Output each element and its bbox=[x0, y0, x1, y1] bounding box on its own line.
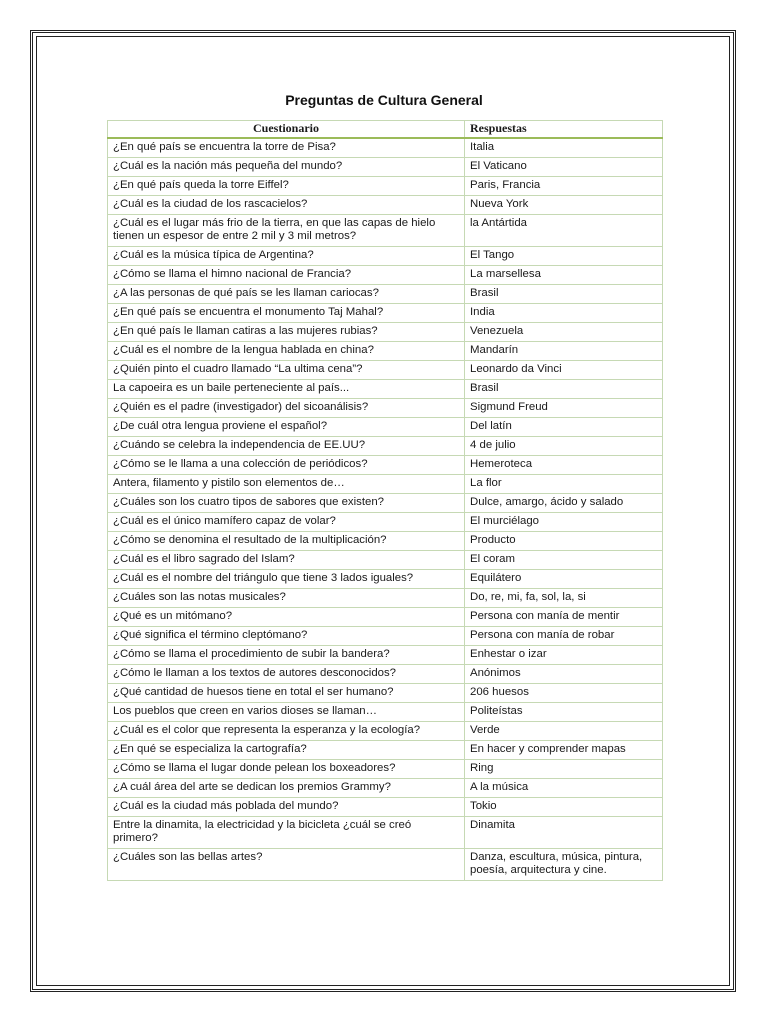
table-row bbox=[108, 849, 663, 881]
table-row bbox=[108, 456, 663, 475]
table-row bbox=[108, 589, 663, 608]
table-row bbox=[108, 177, 663, 196]
question-cell: ¿Cuáles son las notas musicales? bbox=[108, 589, 465, 608]
question-cell: ¿A las personas de qué país se les llaman cariocas? bbox=[108, 285, 465, 304]
answer-cell: Italia bbox=[465, 138, 663, 158]
answer-cell: El coram bbox=[465, 551, 663, 570]
question-cell: ¿De cuál otra lengua proviene el español? bbox=[108, 418, 465, 437]
question-cell: ¿Cuál es la ciudad más poblada del mundo? bbox=[108, 798, 465, 817]
table-row bbox=[108, 247, 663, 266]
answer-cell: Mandarín bbox=[465, 342, 663, 361]
answer-cell: 4 de julio bbox=[465, 437, 663, 456]
answer-cell: Do, re, mi, fa, sol, la, si bbox=[465, 589, 663, 608]
question-cell: ¿Quién pinto el cuadro llamado “La ultima cena”? bbox=[108, 361, 465, 380]
table-row bbox=[108, 817, 663, 849]
question-cell: La capoeira es un baile perteneciente al país... bbox=[108, 380, 465, 399]
question-cell: ¿Cuál es el libro sagrado del Islam? bbox=[108, 551, 465, 570]
table-row bbox=[108, 703, 663, 722]
question-cell: ¿En qué se especializa la cartografía? bbox=[108, 741, 465, 760]
table-row bbox=[108, 627, 663, 646]
question-cell: ¿Cuál es la ciudad de los rascacielos? bbox=[108, 196, 465, 215]
answer-cell: En hacer y comprender mapas bbox=[465, 741, 663, 760]
answer-cell: La flor bbox=[465, 475, 663, 494]
answer-cell: 206 huesos bbox=[465, 684, 663, 703]
question-cell: ¿Cuál es la música típica de Argentina? bbox=[108, 247, 465, 266]
header-answers: Respuestas bbox=[465, 121, 663, 139]
table-row bbox=[108, 380, 663, 399]
question-cell: ¿Cómo le llaman a los textos de autores desconocidos? bbox=[108, 665, 465, 684]
table-row bbox=[108, 138, 663, 158]
answer-cell: Producto bbox=[465, 532, 663, 551]
question-cell: ¿En qué país se encuentra el monumento Taj Mahal? bbox=[108, 304, 465, 323]
question-cell: ¿Cómo se denomina el resultado de la multiplicación? bbox=[108, 532, 465, 551]
question-cell: ¿En qué país queda la torre Eiffel? bbox=[108, 177, 465, 196]
table-row bbox=[108, 215, 663, 247]
header-questions: Cuestionario bbox=[108, 121, 465, 139]
table-row bbox=[108, 323, 663, 342]
question-cell: ¿Cuál es la nación más pequeña del mundo? bbox=[108, 158, 465, 177]
answer-cell: Dulce, amargo, ácido y salado bbox=[465, 494, 663, 513]
question-cell: ¿A cuál área del arte se dedican los premios Grammy? bbox=[108, 779, 465, 798]
answer-cell: India bbox=[465, 304, 663, 323]
table-row bbox=[108, 779, 663, 798]
question-cell: ¿Quién es el padre (investigador) del sicoanálisis? bbox=[108, 399, 465, 418]
table-row bbox=[108, 741, 663, 760]
answer-cell: Dinamita bbox=[465, 817, 663, 849]
table-row bbox=[108, 437, 663, 456]
question-cell: ¿Cuál es el lugar más frio de la tierra, en que las capas de hielo tienen un espesor de entre 2 mil y 3 mil metros? bbox=[108, 215, 465, 247]
table-row bbox=[108, 646, 663, 665]
table-row bbox=[108, 532, 663, 551]
question-cell: ¿Cuál es el nombre de la lengua hablada en china? bbox=[108, 342, 465, 361]
table-row bbox=[108, 361, 663, 380]
table-row bbox=[108, 665, 663, 684]
answer-cell: Persona con manía de robar bbox=[465, 627, 663, 646]
answer-cell: La marsellesa bbox=[465, 266, 663, 285]
question-cell: ¿Cuál es el único mamífero capaz de volar? bbox=[108, 513, 465, 532]
question-cell: ¿Cómo se llama el himno nacional de Francia? bbox=[108, 266, 465, 285]
answer-cell: Tokio bbox=[465, 798, 663, 817]
quiz-table bbox=[107, 120, 663, 881]
table-row bbox=[108, 196, 663, 215]
answer-cell: Del latín bbox=[465, 418, 663, 437]
question-cell: ¿Qué es un mitómano? bbox=[108, 608, 465, 627]
answer-cell: Paris, Francia bbox=[465, 177, 663, 196]
answer-cell: Enhestar o izar bbox=[465, 646, 663, 665]
table-header-row bbox=[108, 121, 663, 139]
question-cell: ¿Cómo se le llama a una colección de periódicos? bbox=[108, 456, 465, 475]
table-row bbox=[108, 513, 663, 532]
answer-cell: Leonardo da Vinci bbox=[465, 361, 663, 380]
table-row bbox=[108, 608, 663, 627]
question-cell: ¿Qué cantidad de huesos tiene en total el ser humano? bbox=[108, 684, 465, 703]
answer-cell: Verde bbox=[465, 722, 663, 741]
answer-cell: la Antártida bbox=[465, 215, 663, 247]
question-cell: ¿Cuál es el color que representa la esperanza y la ecología? bbox=[108, 722, 465, 741]
answer-cell: Politeístas bbox=[465, 703, 663, 722]
answer-cell: Sigmund Freud bbox=[465, 399, 663, 418]
table-row bbox=[108, 158, 663, 177]
table-row bbox=[108, 760, 663, 779]
table-row bbox=[108, 551, 663, 570]
table-body bbox=[108, 138, 663, 881]
table-row bbox=[108, 266, 663, 285]
table-row bbox=[108, 418, 663, 437]
table-row bbox=[108, 494, 663, 513]
table-row bbox=[108, 722, 663, 741]
answer-cell: Hemeroteca bbox=[465, 456, 663, 475]
table-row bbox=[108, 570, 663, 589]
table-row bbox=[108, 399, 663, 418]
table-row bbox=[108, 798, 663, 817]
table-row bbox=[108, 475, 663, 494]
question-cell: ¿Cuáles son las bellas artes? bbox=[108, 849, 465, 881]
question-cell: Entre la dinamita, la electricidad y la bicicleta ¿cuál se creó primero? bbox=[108, 817, 465, 849]
question-cell: ¿En qué país se encuentra la torre de Pisa? bbox=[108, 138, 465, 158]
answer-cell: El Vaticano bbox=[465, 158, 663, 177]
question-cell: ¿Cómo se llama el procedimiento de subir la bandera? bbox=[108, 646, 465, 665]
question-cell: ¿Cómo se llama el lugar donde pelean los boxeadores? bbox=[108, 760, 465, 779]
question-cell: Los pueblos que creen en varios dioses se llaman… bbox=[108, 703, 465, 722]
answer-cell: Equilátero bbox=[465, 570, 663, 589]
answer-cell: Brasil bbox=[465, 380, 663, 399]
answer-cell: Danza, escultura, música, pintura, poesía, arquitectura y cine. bbox=[465, 849, 663, 881]
answer-cell: Brasil bbox=[465, 285, 663, 304]
answer-cell: El murciélago bbox=[465, 513, 663, 532]
table-row bbox=[108, 304, 663, 323]
answer-cell: El Tango bbox=[465, 247, 663, 266]
answer-cell: Nueva York bbox=[465, 196, 663, 215]
question-cell: Antera, filamento y pistilo son elementos de… bbox=[108, 475, 465, 494]
document-title: Preguntas de Cultura General bbox=[285, 92, 483, 108]
question-cell: ¿Cuál es el nombre del triángulo que tiene 3 lados iguales? bbox=[108, 570, 465, 589]
table-row bbox=[108, 684, 663, 703]
answer-cell: A la música bbox=[465, 779, 663, 798]
answer-cell: Venezuela bbox=[465, 323, 663, 342]
table-row bbox=[108, 285, 663, 304]
table-row bbox=[108, 342, 663, 361]
question-cell: ¿Qué significa el término cleptómano? bbox=[108, 627, 465, 646]
question-cell: ¿Cuándo se celebra la independencia de EE.UU? bbox=[108, 437, 465, 456]
answer-cell: Persona con manía de mentir bbox=[465, 608, 663, 627]
answer-cell: Ring bbox=[465, 760, 663, 779]
question-cell: ¿Cuáles son los cuatro tipos de sabores que existen? bbox=[108, 494, 465, 513]
question-cell: ¿En qué país le llaman catiras a las mujeres rubias? bbox=[108, 323, 465, 342]
answer-cell: Anónimos bbox=[465, 665, 663, 684]
